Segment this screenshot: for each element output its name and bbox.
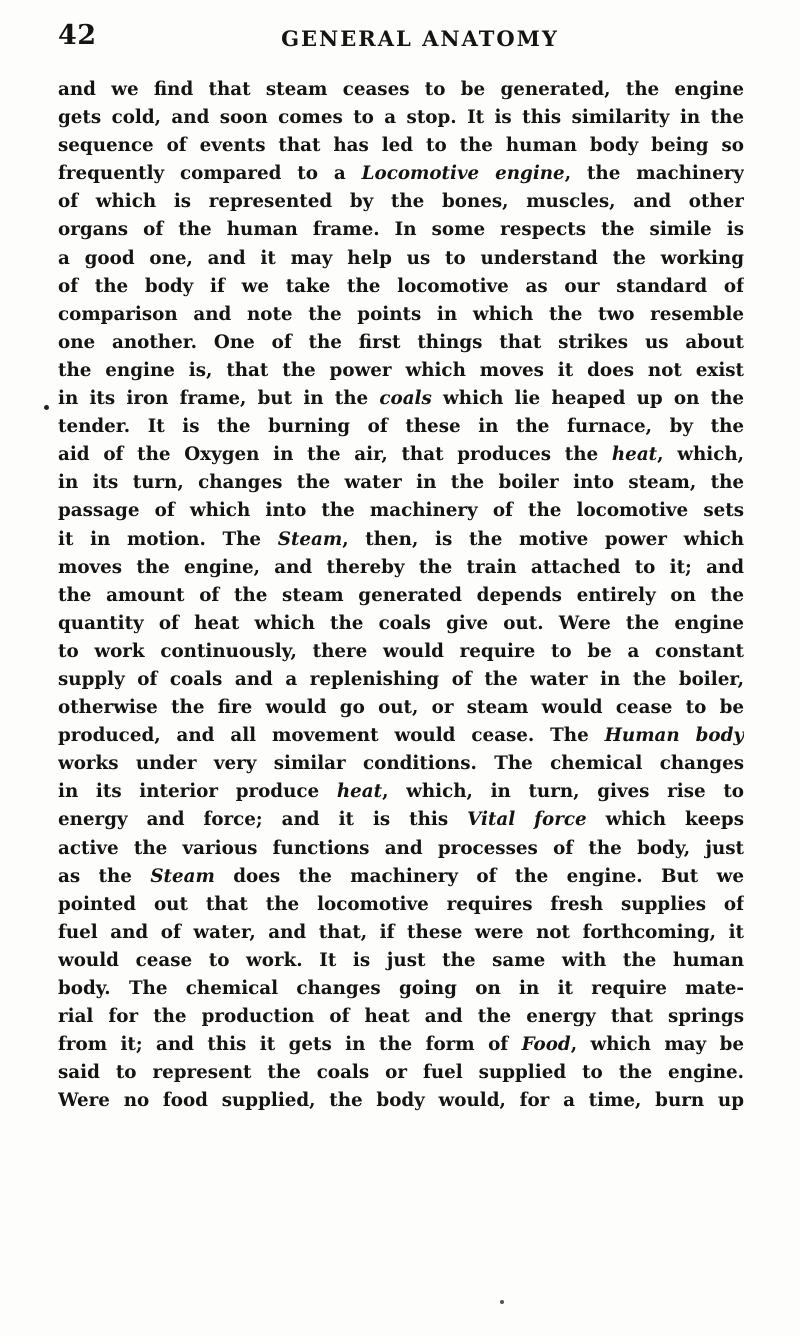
text-line bbox=[58, 947, 744, 975]
text-run: produced, and all movement would cease. The bbox=[58, 725, 605, 747]
text-line bbox=[58, 188, 744, 216]
text-line bbox=[58, 835, 744, 863]
text-run: , which, in turn, gives rise to bbox=[382, 781, 744, 803]
text-run: , which may be bbox=[570, 1034, 744, 1056]
italic-term: Locomotive engine bbox=[361, 163, 565, 185]
text-line bbox=[58, 554, 744, 582]
italic-term: coals bbox=[379, 388, 432, 410]
text-run: passage of which into the machinery of the locomotive sets bbox=[58, 500, 744, 522]
text-line bbox=[58, 273, 744, 301]
text-run: in its iron frame, but in the bbox=[58, 388, 380, 410]
text-line bbox=[58, 638, 744, 666]
text-run: fuel and of water, and that, if these were not forthcoming, it bbox=[58, 921, 744, 943]
text-run: works under very similar conditions. The chemical changes bbox=[58, 753, 744, 775]
italic-term: Steam bbox=[277, 528, 343, 550]
text-run: it in motion. The bbox=[58, 528, 278, 550]
text-run: to work continuously, there would require to be a constant bbox=[58, 640, 744, 662]
text-run: the engine is, that the power which moves it does not exist bbox=[58, 359, 744, 381]
italic-term: heat bbox=[611, 444, 658, 466]
text-line bbox=[58, 666, 744, 694]
italic-term: Human body bbox=[604, 725, 744, 747]
margin-bullet-mark bbox=[44, 405, 49, 410]
text-line bbox=[58, 160, 744, 188]
text-run: and we find that steam ceases to be generated, the engine bbox=[58, 79, 744, 100]
text-run: , then, is the motive power which bbox=[342, 528, 744, 550]
text-run: organs of the human frame. In some respects the simile is bbox=[58, 219, 744, 241]
text-line bbox=[58, 610, 744, 638]
text-line bbox=[58, 1087, 744, 1115]
text-line bbox=[58, 1031, 744, 1059]
text-run: Were no food supplied, the body would, for a time, burn up bbox=[58, 1090, 744, 1112]
text-run: pointed out that the locomotive requires fresh supplies of bbox=[58, 893, 744, 915]
text-run: as the bbox=[58, 865, 151, 887]
text-line bbox=[58, 778, 744, 806]
text-run: which lie heaped up on the bbox=[431, 388, 744, 410]
text-run: sequence of events that has led to the human body being so bbox=[58, 135, 744, 157]
body-paragraph bbox=[58, 76, 744, 1115]
text-line bbox=[58, 863, 744, 891]
text-run: quantity of heat which the coals give out. Were the engine bbox=[58, 612, 744, 634]
text-line bbox=[58, 526, 744, 554]
text-run: comparison and note the points in which the two resemble bbox=[58, 303, 744, 325]
text-run: of the body if we take the locomotive as our standard of bbox=[58, 275, 744, 297]
text-run: from it; and this it gets in the form of bbox=[58, 1034, 522, 1056]
text-line bbox=[58, 104, 744, 132]
text-run: energy and force; and it is this bbox=[58, 809, 468, 831]
text-run: the amount of the steam generated depends entirely on the bbox=[58, 584, 744, 606]
text-line bbox=[58, 357, 744, 385]
text-line bbox=[58, 497, 744, 525]
text-line bbox=[58, 722, 744, 750]
text-line bbox=[58, 245, 744, 273]
text-run: rial for the production of heat and the energy that springs bbox=[58, 1006, 744, 1028]
text-run: said to represent the coals or fuel supplied to the engine. bbox=[58, 1062, 744, 1084]
text-line bbox=[58, 1003, 744, 1031]
text-run: frequently compared to a bbox=[58, 163, 362, 185]
text-line bbox=[58, 329, 744, 357]
text-line bbox=[58, 919, 744, 947]
text-line bbox=[58, 694, 744, 722]
text-run: a good one, and it may help us to understand the working bbox=[58, 247, 744, 269]
text-line bbox=[58, 301, 744, 329]
text-run: supply of coals and a replenishing of the water in the boiler, bbox=[58, 668, 744, 690]
text-run: does the machinery of the engine. But we bbox=[214, 865, 744, 887]
text-line bbox=[58, 413, 744, 441]
text-run: would cease to work. It is just the same with the human bbox=[58, 949, 744, 971]
text-run: moves the engine, and thereby the train attached to it; and bbox=[58, 556, 744, 578]
text-run: , the machinery bbox=[564, 163, 744, 185]
text-run: active the various functions and processes of the body, just bbox=[58, 837, 744, 859]
text-line bbox=[58, 750, 744, 778]
text-line bbox=[58, 582, 744, 610]
text-run: gets cold, and soon comes to a stop. It is this similarity in the bbox=[58, 107, 744, 129]
text-line bbox=[58, 975, 744, 1003]
text-line bbox=[58, 132, 744, 160]
page-header bbox=[58, 20, 742, 60]
text-line bbox=[58, 891, 744, 919]
text-run: aid of the Oxygen in the air, that produces the bbox=[58, 444, 612, 466]
text-run: of which is represented by the bones, muscles, and other bbox=[58, 191, 744, 213]
italic-term: Vital force bbox=[467, 809, 587, 831]
text-run: one another. One of the first things that strikes us about bbox=[58, 331, 744, 353]
italic-term: Steam bbox=[150, 865, 215, 887]
text-line bbox=[58, 385, 744, 413]
text-run: otherwise the fire would go out, or steam would cease to be bbox=[58, 697, 744, 719]
italic-term: heat bbox=[336, 781, 383, 803]
text-run: in its turn, changes the water in the boiler into steam, the bbox=[58, 472, 744, 494]
text-run: tender. It is the burning of these in the furnace, by the bbox=[58, 416, 744, 438]
running-head: GENERAL ANATOMY bbox=[281, 26, 559, 51]
text-line bbox=[58, 469, 744, 497]
text-line bbox=[58, 76, 744, 104]
text-run: which keeps bbox=[586, 809, 744, 831]
text-run: body. The chemical changes going on in it require mate- bbox=[58, 978, 744, 999]
text-line bbox=[58, 441, 744, 469]
text-line bbox=[58, 216, 744, 244]
text-line bbox=[58, 1059, 744, 1087]
page-number: 42 bbox=[58, 20, 97, 51]
italic-term: Food bbox=[521, 1034, 571, 1056]
text-run: , which, bbox=[657, 444, 744, 466]
footer-ink-dot bbox=[500, 1300, 504, 1304]
text-run: in its interior produce bbox=[58, 781, 337, 803]
text-line bbox=[58, 806, 744, 834]
